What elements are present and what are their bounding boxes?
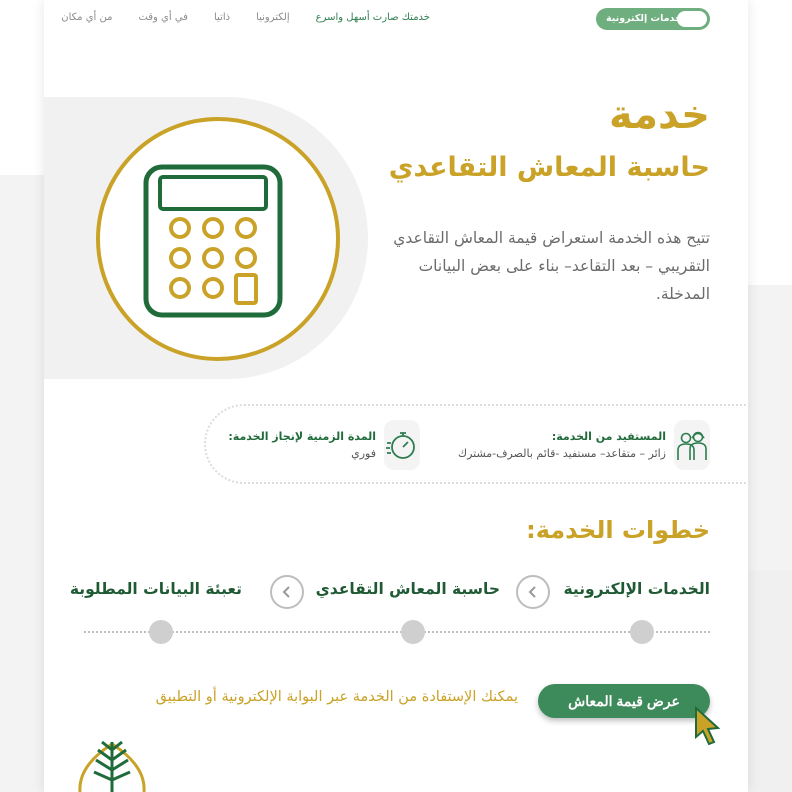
hero-kicker: خدمة — [609, 92, 710, 138]
beneficiary-info — [458, 420, 710, 470]
stopwatch-icon — [384, 420, 420, 470]
cursor-pointer-icon — [690, 704, 724, 746]
nav-item-anytime: في أي وقت — [138, 12, 188, 23]
calculator-icon — [142, 163, 292, 319]
duration-info — [228, 420, 420, 470]
duration-value: فوري — [351, 447, 376, 460]
beneficiary-title: المستفيد من الخدمة: — [551, 430, 666, 443]
service-card — [44, 0, 748, 792]
toggle-label: خدمات إلكترونية — [606, 13, 682, 24]
step-dot-2 — [401, 620, 425, 644]
chevron-left-icon — [516, 575, 550, 609]
step-fill-data: تعبئة البيانات المطلوبة — [69, 580, 242, 598]
step-dot-1 — [630, 620, 654, 644]
step-pension-calculator: حاسبة المعاش التقاعدي — [315, 580, 500, 598]
background-right-band — [748, 175, 792, 285]
e-services-toggle[interactable] — [596, 8, 710, 30]
chevron-left-icon — [270, 575, 304, 609]
steps-heading: خطوات الخدمة: — [526, 516, 710, 544]
nav-tagline: خدمتك صارت أسهل واسرع — [315, 12, 430, 23]
nav-item-anywhere: من أي مكان — [61, 12, 113, 23]
nav-item-electronic: إلكترونيا — [256, 12, 290, 23]
hero-title: حاسبة المعاش التقاعدي — [388, 152, 710, 183]
show-pension-button[interactable]: عرض قيمة المعاش — [538, 684, 710, 718]
duration-title: المدة الزمنية لإنجاز الخدمة: — [228, 430, 376, 443]
hero-description: تتيح هذه الخدمة استعراض قيمة المعاش التقاعدي التقريبي – بعد التقاعد– بناء على بعض البيانات المدخلة. — [393, 229, 710, 303]
background-right-band-lower — [748, 570, 792, 792]
top-nav — [61, 12, 430, 23]
step-e-services: الخدمات الإلكترونية — [563, 580, 710, 598]
cta-text: يمكنك الإستفادة من الخدمة عبر البوابة الإلكترونية أو التطبيق — [155, 689, 518, 705]
steps-progress-line — [84, 631, 710, 633]
palm-logo-icon — [72, 736, 152, 792]
beneficiary-value: زائر – متقاعد– مستفيد -قائم بالصرف-مشترك — [458, 447, 666, 460]
people-icon — [674, 420, 710, 470]
nav-item-self: ذاتيا — [213, 12, 231, 23]
step-dot-3 — [149, 620, 173, 644]
